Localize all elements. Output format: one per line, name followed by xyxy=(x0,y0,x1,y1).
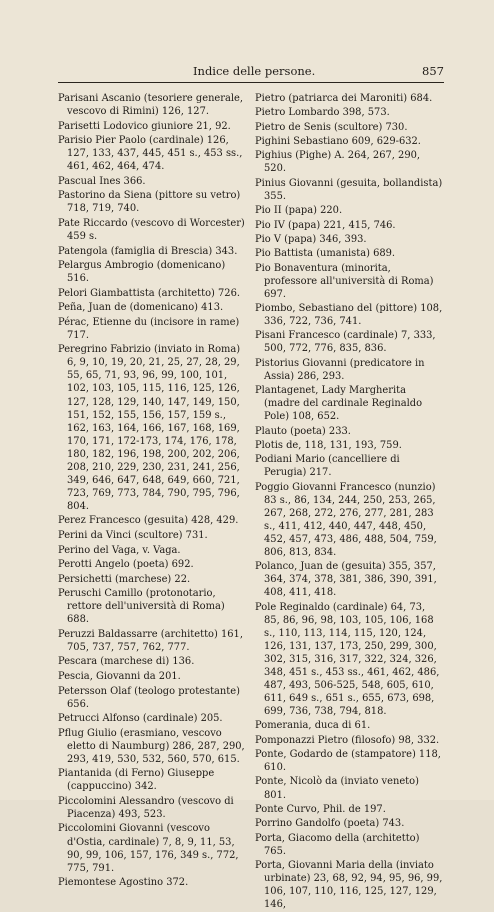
index-entry: Pinius Giovanni (gesuita, bollandista) 355. xyxy=(255,177,443,202)
index-entry: Ponte Curvo, Phil. de 197. xyxy=(255,803,386,815)
index-entry: Plotis de, 118, 131, 193, 759. xyxy=(255,439,402,451)
index-entry: Patengola (famiglia di Brescia) 343. xyxy=(58,245,238,257)
index-entry: Pomponazzi Pietro (filosofo) 98, 332. xyxy=(255,734,440,746)
index-entry: Parisio Pier Paolo (cardinale) 126, 127, 133, 437, 445, 451 s., 453 ss., 461, 462, 464, 474. xyxy=(58,135,243,173)
index-entry: Pio II (papa) 220. xyxy=(255,205,343,217)
index-entry: Pescia, Giovanni da 201. xyxy=(58,670,181,682)
index-entry: Poggio Giovanni Francesco (nunzio) 83 s., 86, 134, 244, 250, 253, 265, 267, 268, 272, 276, 277, 281, 283 s., 411, 412, 440, 447, 448, 450, 452, 457, 473, 486, 488, 504, 759, 806, 813, 834. xyxy=(255,481,437,558)
index-entry: Pate Riccardo (vescovo di Worcester) 459 s. xyxy=(58,217,245,242)
index-entry: Pistorius Giovanni (predicatore in Assia) 286, 293. xyxy=(255,357,425,382)
index-entry: Porta, Giacomo della (architetto) 765. xyxy=(255,832,420,857)
index-entry: Plauto (poeta) 233. xyxy=(255,425,351,437)
index-entry: Pighius (Pighe) A. 264, 267, 290, 520. xyxy=(255,150,421,175)
index-entry: Ponte, Nicolò da (inviato veneto) 801. xyxy=(255,776,419,801)
page-number: 857 xyxy=(422,64,444,78)
index-entry: Pietro (patriarca dei Maroniti) 684. xyxy=(255,93,433,104)
index-entry: Pérac, Etienne du (incisore in rame) 717. xyxy=(58,316,240,341)
index-entry: Pastorino da Siena (pittore su vetro) 718, 719, 740. xyxy=(58,190,241,215)
index-entry: Petersson Olaf (teologo protestante) 656. xyxy=(58,685,240,710)
index-entry: Pelargus Ambrogio (domenicano) 516. xyxy=(58,260,226,285)
index-entry: Pflug Giulio (erasmiano, vescovo eletto di Naumburg) 286, 287, 290, 293, 419, 530, 532, 560, 570, 615. xyxy=(58,727,245,765)
index-entry: Peregrino Fabrizio (inviato in Roma) 6, 9, 10, 19, 20, 21, 25, 27, 28, 29, 55, 65, 71, 93, 96, 99, 100, 101, 102, 103, 105, 115, 116, 125, 126, 127, 128, 129, 140, 147, 149, 150, 151, 152, 155, 156, 157, 159 s., 162, 163, 164, 166, 167, 168, 169, 170, 171, 172-173, 174, 176, 178, 180, 182, 196, 198, 200, 202, 206, 208, 210, 229, 230, 231, 241, 256, 349, 646, 647, 648, 649, 660, 721, 723, 769, 773, 784, 790, 795, 796, 804. xyxy=(58,344,241,512)
index-entry: Pietro de Senis (scultore) 730. xyxy=(255,121,408,133)
index-entry: Perini da Vinci (scultore) 731. xyxy=(58,530,208,541)
index-entry: Perez Francesco (gesuita) 428, 429. xyxy=(58,515,239,527)
index-entry: Pio V (papa) 346, 393. xyxy=(255,233,367,245)
index-entry: Plantagenet, Lady Margherita (madre del cardinale Reginaldo Pole) 108, 652. xyxy=(255,385,423,423)
index-entry: Piombo, Sebastiano del (pittore) 108, 336, 722, 736, 741. xyxy=(255,302,443,328)
index-column-right xyxy=(255,92,443,912)
index-entry: Pio IV (papa) 221, 415, 746. xyxy=(255,219,396,231)
index-entry: Pole Reginaldo (cardinale) 64, 73, 85, 86, 96, 98, 103, 105, 106, 168 s., 110, 113, 114, 115, 120, 124, 126, 131, 137, 173, 250, 299, 300, 302, 315, 316, 317, 322, 324, 326, 348, 451 s., 453 ss., 461, 462, 486, 487, 493, 506-525, 548, 605, 610, 611, 649 s., 651 s., 655, 673, 698, 699, 736, 738, 794, 818. xyxy=(255,601,440,718)
index-entry: Porrino Gandolfo (poeta) 743. xyxy=(255,818,405,830)
running-title: Indice delle persone. xyxy=(193,64,316,78)
index-entry: Pietro Lombardo 398, 573. xyxy=(255,107,390,119)
index-entry: Piccolomini Giovanni (vescovo d'Ostia, cardinale) 7, 8, 9, 11, 53, 90, 99, 106, 157, 176, 349 s., 772, 775, 791. xyxy=(58,823,239,874)
index-entry: Pio Bonaventura (minorita, professore all'università di Roma) 697. xyxy=(255,262,434,300)
index-entry: Ponte, Godardo de (stampatore) 118, 610. xyxy=(255,749,441,774)
index-entry: Persichetti (marchese) 22. xyxy=(58,573,191,585)
index-entry: Porta, Giovanni Maria della (inviato urbinate) 23, 68, 92, 94, 95, 96, 99, 106, 107, 110, 116, 125, 127, 129, 146, xyxy=(255,859,443,911)
index-entry: Pomerania, duca di 61. xyxy=(255,720,371,732)
index-entry: Parisani Ascanio (tesoriere generale, vescovo di Rimini) 126, 127. xyxy=(58,93,244,118)
index-entry: Pelori Giambattista (architetto) 726. xyxy=(58,287,241,299)
index-entry: Podiani Mario (cancelliere di Perugia) 217. xyxy=(255,454,400,479)
index-entry: Pescara (marchese di) 136. xyxy=(58,656,195,668)
index-entry: Pascual Ines 366. xyxy=(58,175,146,187)
index-entry: Perino del Vaga, v. Vaga. xyxy=(58,544,181,556)
index-entry: Peruschi Camillo (protonotario, rettore dell'università di Roma) 688. xyxy=(58,588,225,626)
index-entry: Piemontese Agostino 372. xyxy=(58,877,189,889)
index-entry: Perotti Angelo (poeta) 692. xyxy=(58,559,194,571)
index-entry: Polanco, Juan de (gesuita) 355, 357, 364, 374, 378, 381, 386, 390, 391, 408, 411, 418. xyxy=(255,561,437,599)
index-entry: Piccolomini Alessandro (vescovo di Piacenza) 493, 523. xyxy=(58,795,234,820)
index-entry: Piantanida (di Ferno) Giuseppe (cappuccino) 342. xyxy=(58,768,215,793)
index-entry: Peruzzi Baldassarre (architetto) 161, 705, 737, 757, 762, 777. xyxy=(58,628,243,653)
index-entry: Parisetti Lodovico giuniore 21, 92. xyxy=(58,120,231,132)
page-header xyxy=(58,64,444,78)
index-entry: Petrucci Alfonso (cardinale) 205. xyxy=(58,713,223,725)
index-entry: Pisani Francesco (cardinale) 7, 333, 500, 772, 776, 835, 836. xyxy=(255,330,436,355)
index-entry: Pighini Sebastiano 609, 629-632. xyxy=(255,136,421,148)
index-column-left xyxy=(58,92,246,891)
index-entry: Pio Battista (umanista) 689. xyxy=(255,248,396,260)
header-rule xyxy=(58,82,444,83)
index-entry: Peña, Juan de (domenicano) 413. xyxy=(58,302,224,314)
